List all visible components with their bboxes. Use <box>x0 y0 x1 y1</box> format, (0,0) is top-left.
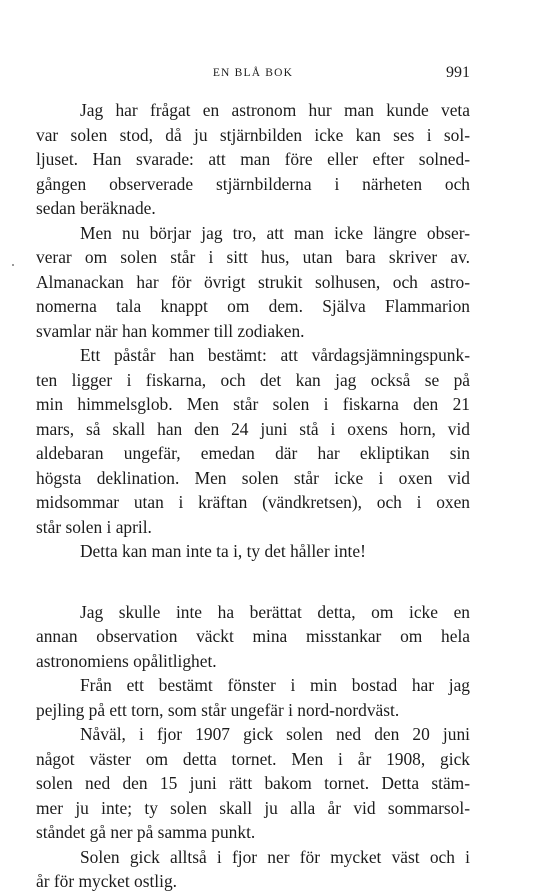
text-line: svamlar när han kommer till zodiaken. <box>36 320 305 341</box>
page-header <box>36 64 470 86</box>
text-line: Men nu börjar jag tro, att man icke längre obser- <box>80 222 470 243</box>
text-line: Ett påstår han bestämt: att vårdagsjämningspunk- <box>80 345 470 365</box>
paragraph <box>36 539 470 564</box>
body-text <box>36 98 470 894</box>
text-line: pejling på ett torn, som står ungefär i nord-nordväst. <box>36 699 400 720</box>
text-line: ståndet gå ner på samma punkt. <box>36 822 256 842</box>
text-line: Nåväl, i fjor 1907 gick solen ned den 20 juni <box>80 724 470 744</box>
text-line: annan observation väckt mina misstankar om hela <box>36 626 470 646</box>
text-line: midsommar utan i kräftan (vändkretsen), och i oxen <box>36 492 470 512</box>
text-line: Jag har frågat en astronom hur man kunde veta <box>80 100 470 120</box>
text-line: Jag skulle inte ha berättat detta, om icke en <box>80 601 470 622</box>
text-line: solen ned den 15 juni rätt bakom tornet. Detta stäm- <box>36 773 470 793</box>
margin-speck <box>12 264 14 266</box>
text-line: mer ju inte; ty solen skall ju alla år vid sommarsol- <box>36 797 470 818</box>
text-line: verar om solen står i sitt hus, utan bara skriver av. <box>36 247 470 267</box>
text-line: astronomiens opålitlighet. <box>36 650 217 671</box>
text-line: Detta kan man inte ta i, ty det håller inte! <box>80 541 366 561</box>
text-line: något väster om detta tornet. Men i år 1908, gick <box>36 748 470 769</box>
text-line: nomerna tala knappt om dem. Själva Flammarion <box>36 296 470 316</box>
text-line: står solen i april. <box>36 516 152 537</box>
text-line: sedan beräknade. <box>36 198 156 218</box>
text-line: ljuset. Han svarade: att man före eller efter solned- <box>36 149 470 169</box>
text-line: min himmelsglob. Men står solen i fiskarna den 21 <box>36 394 470 414</box>
text-line: år för mycket ostlig. <box>36 871 178 891</box>
text-line: Från ett bestämt fönster i min bostad har jag <box>80 675 470 695</box>
paragraph <box>36 221 470 344</box>
section-break <box>36 564 470 600</box>
running-title: EN BLÅ BOK <box>212 67 294 79</box>
text-line: ten ligger i fiskarna, och det kan jag också se på <box>36 369 470 390</box>
text-line: aldebaran ungefär, emedan där har ekliptikan sin <box>36 443 470 463</box>
paragraph <box>36 600 470 674</box>
text-line: högsta deklination. Men solen står icke i oxen vid <box>36 467 470 488</box>
text-line: mars, så skall han den 24 juni stå i oxens horn, vid <box>36 418 470 439</box>
text-line: Almanackan har för övrigt strukit solhusen, och astro- <box>36 271 470 292</box>
paragraph <box>36 98 470 221</box>
text-line: var solen stod, då ju stjärnbilden icke kan ses i sol- <box>36 124 470 145</box>
paragraph <box>36 673 470 722</box>
paragraph <box>36 343 470 539</box>
text-line: gången observerade stjärnbilderna i närheten och <box>36 173 470 194</box>
paragraph <box>36 845 470 894</box>
text-line: Solen gick alltså i fjor ner för mycket väst och i <box>80 846 470 867</box>
page-number: 991 <box>446 64 470 81</box>
paragraph <box>36 722 470 845</box>
